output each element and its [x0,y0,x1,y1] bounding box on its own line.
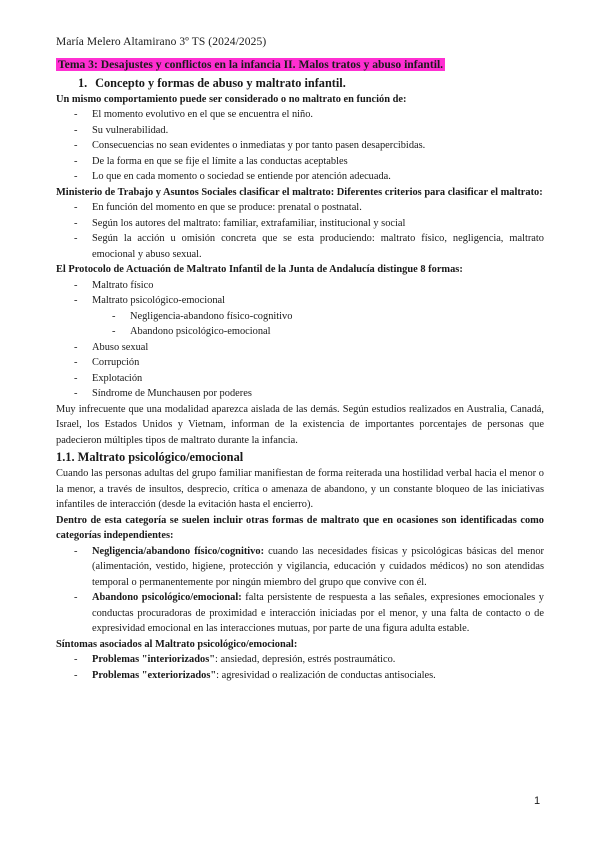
list-item: - Según la acción u omisión concreta que se esta produciendo: maltrato físico, negligencia, maltrato emocional y abuso sexual. [74,233,544,260]
list-item: - Negligencia/abandono físico/cognitivo: cuando las necesidades físicas y psicológicas básicas del menor (alimentación, vestido, higiene, protección y vigilancia, educación y cuidados médicos) no son atendidas temporal o permanentemente por ningún miembro del grupo que convive con él. [74,545,544,588]
section-1-number: 1. [78,75,88,90]
factors-intro: Un mismo comportamiento puede ser considerado o no maltrato en función de: [56,93,407,105]
list-item: - Según los autores del maltrato: familiar, extrafamiliar, institucional y social [74,217,406,229]
document-header: María Melero Altamirano 3º TS (2024/2025) [56,36,267,48]
list-item: - Consecuencias no sean evidentes o inmediatas y por tanto pasen desapercibidas. [74,140,426,151]
list-item: - Lo que en cada momento o sociedad se entiende por atención adecuada. [74,171,391,182]
list-item: - Problemas "interiorizados": ansiedad, depresión, estrés postraumático. [74,654,396,665]
list-item: - Maltrato psicológico-emocional [74,295,226,306]
definition-paragraph: Cuando las personas adultas del grupo familiar manifiestan de forma reiterada una hostilidad verbal hacia el menor o la menor, a través de insultos, desprecio, crítica o amenaza de abandono, y un constante bloqueo de las iniciativas infantiles de interacción (desde la evitación hasta el encierro). [56,468,544,510]
list-item: - En función del momento en que se produce: prenatal o postnatal. [74,202,362,213]
ministry-intro: Ministerio de Trabajo y Asuntos Sociales clasificar el maltrato: Diferentes criterios para clasificar el maltrato: [56,186,543,198]
list-item: - Su vulnerabilidad. [74,124,169,136]
subsection-heading: 1.1. Maltrato psicológico/emocional [56,450,244,464]
list-item: - Corrupción [74,357,140,368]
list-item: - Síndrome de Munchausen por poderes [74,388,252,399]
category-intro: Dentro de esta categoría se suelen incluir otras formas de maltrato que en ocasiones son identificadas como categorías independientes: [56,514,544,541]
list-item: - El momento evolutivo en el que se encuentra el niño. [74,109,314,120]
document-body [56,57,544,683]
list-item: - Abandono psicológico/emocional: falta persistente de respuesta a las señales, expresiones emocionales y conductas procuradoras de proximidad e interacción iniciadas por el menor, y una falta de contacto o de expresividad emocional en las interacciones mutuas, por parte de una figura adulta estable. [74,592,545,634]
topic-title-line [56,57,544,74]
protocol-intro: El Protocolo de Actuación de Maltrato Infantil de la Junta de Andalucía distingue 8 formas: [56,264,463,275]
list-item: - Explotación [74,372,143,384]
list-item: - Abuso sexual [74,341,149,353]
section-1-heading [78,74,544,92]
list-item: - Maltrato físico [74,279,154,291]
page-number: 1 [534,795,541,807]
topic-title: Tema 3: Desajustes y conflictos en la infancia II. Malos tratos y abuso infantil. [58,58,444,71]
sub-list-item: - Abandono psicológico-emocional [112,326,271,337]
list-item: - De la forma en que se fije el límite a las conductas aceptables [74,155,348,167]
list-item: - Problemas "exteriorizados": agresividad o realización de conductas antisociales. [74,669,436,681]
symptoms-intro: Síntomas asociados al Maltrato psicológico/emocional: [56,638,298,650]
closing-paragraph: Muy infrecuente que una modalidad aparezca aislada de las demás. Según estudios realizados en Australia, Canadá, Israel, los Estados Unidos y Vietnam, informan de la existencia de importantes porcentajes de personas que padecieron múltiples tipos de maltrato durante la infancia. [56,403,544,446]
sub-list-item: - Negligencia-abandono físico-cognitivo [112,310,293,322]
section-1-title: Concepto y formas de abuso y maltrato infantil. [95,75,346,90]
